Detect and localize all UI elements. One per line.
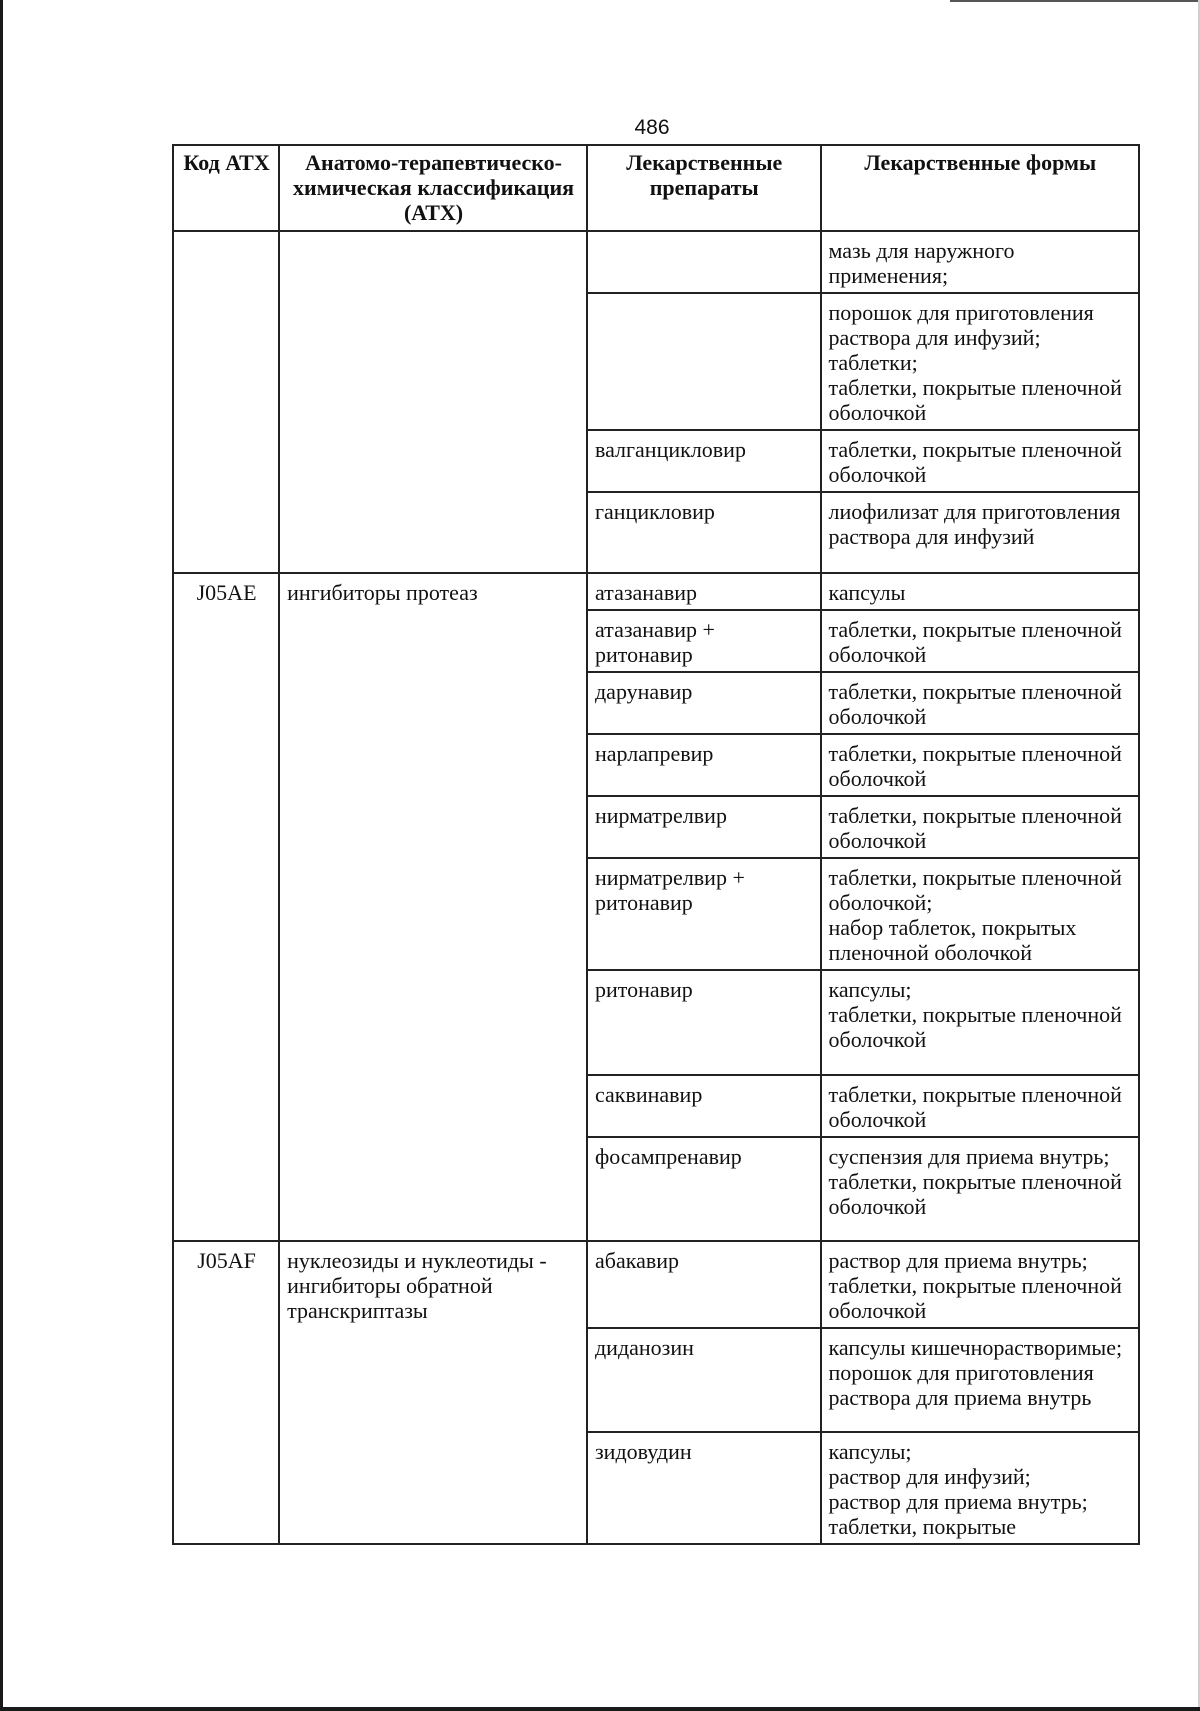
dosage-form: раствор для приема внутрь; (828, 1489, 1088, 1514)
dosage-form: таблетки, покрытые пленочной оболочкой (828, 803, 1122, 853)
dosage-form: таблетки, покрытые пленочной оболочкой (828, 1082, 1122, 1132)
header-forms: Лекарственные формы (821, 145, 1139, 231)
dosage-forms-cell (821, 573, 1139, 610)
drug-name-cell: ритонавир (587, 970, 821, 1075)
table-row (173, 573, 1139, 610)
dosage-forms-cell (821, 672, 1139, 734)
atc-code-cell: J05AF (173, 1241, 279, 1544)
scan-edge-bottom (0, 1707, 1200, 1711)
drug-name-cell: нарлапревир (587, 734, 821, 796)
dosage-forms-cell (821, 610, 1139, 672)
dosage-form: капсулы (828, 580, 906, 605)
dosage-form: таблетки, покрытые пленочной оболочкой (828, 1169, 1122, 1219)
drug-name-cell: валганцикловир (587, 430, 821, 492)
drug-name-cell: абакавир (587, 1241, 821, 1328)
dosage-form: капсулы; (828, 1439, 912, 1464)
dosage-form: порошок для приготовления раствора для приема внутрь (828, 1360, 1094, 1410)
header-drugs: Лекарственные препараты (587, 145, 821, 231)
dosage-form: раствор для приема внутрь; (828, 1248, 1088, 1273)
dosage-form: капсулы кишечнорастворимые; (828, 1335, 1123, 1360)
table-row (173, 231, 1139, 293)
page-number: 486 (634, 116, 670, 139)
header-atc: Анатомо-терапевтическо-химическая классификация (АТХ) (279, 145, 587, 231)
dosage-forms-cell (821, 970, 1139, 1075)
dosage-form: таблетки, покрытые пленочной оболочкой (828, 1273, 1122, 1323)
dosage-form: таблетки, покрытые пленочной оболочкой (828, 1002, 1122, 1052)
dosage-forms-cell (821, 231, 1139, 293)
drug-name-cell: дарунавир (587, 672, 821, 734)
dosage-form: таблетки, покрытые пленочной оболочкой; (828, 865, 1122, 915)
drug-name-cell (587, 231, 821, 293)
scan-edge-left (0, 0, 3, 1711)
atc-group-cell: ингибиторы протеаз (279, 573, 587, 1241)
dosage-form: таблетки, покрытые пленочной оболочкой (828, 437, 1122, 487)
table-body (173, 231, 1139, 1544)
drug-name-cell: атазанавир + ритонавир (587, 610, 821, 672)
drug-name-cell: ганцикловир (587, 492, 821, 573)
dosage-form: раствор для инфузий; (828, 1464, 1031, 1489)
dosage-forms-cell (821, 492, 1139, 573)
dosage-form: таблетки, покрытые пленочной оболочкой (828, 375, 1122, 425)
dosage-forms-cell (821, 1137, 1139, 1241)
atc-group-cell: нуклеозиды и нуклеотиды - ингибиторы обратной транскриптазы (279, 1241, 587, 1544)
dosage-forms-cell (821, 1241, 1139, 1328)
drug-name-cell: нирматрелвир (587, 796, 821, 858)
dosage-form: таблетки, покрытые (828, 1514, 1017, 1539)
atc-code-cell: J05AE (173, 573, 279, 1241)
dosage-forms-cell (821, 734, 1139, 796)
dosage-form: набор таблеток, покрытых пленочной оболочкой (828, 915, 1077, 965)
dosage-forms-cell (821, 796, 1139, 858)
atc-table (172, 144, 1140, 1545)
dosage-form: капсулы; (828, 977, 912, 1002)
dosage-forms-cell (821, 293, 1139, 430)
drug-name-cell: зидовудин (587, 1432, 821, 1544)
dosage-forms-cell (821, 858, 1139, 970)
dosage-forms-cell (821, 1328, 1139, 1432)
header-code: Код АТХ (173, 145, 279, 231)
dosage-form: таблетки, покрытые пленочной оболочкой (828, 741, 1122, 791)
dosage-form: мазь для наружного применения; (828, 238, 1015, 288)
dosage-forms-cell (821, 430, 1139, 492)
dosage-form: таблетки, покрытые пленочной оболочкой (828, 617, 1122, 667)
dosage-forms-cell (821, 1075, 1139, 1137)
dosage-form: порошок для приготовления раствора для инфузий; (828, 300, 1094, 350)
drug-name-cell: нирматрелвир + ритонавир (587, 858, 821, 970)
atc-code-cell (173, 231, 279, 573)
drug-name-cell: диданозин (587, 1328, 821, 1432)
dosage-form: таблетки, покрытые пленочной оболочкой (828, 679, 1122, 729)
dosage-form: таблетки; (828, 350, 918, 375)
atc-group-cell (279, 231, 587, 573)
table-row (173, 1241, 1139, 1328)
drug-name-cell: саквинавир (587, 1075, 821, 1137)
dosage-form: лиофилизат для приготовления раствора для инфузий (828, 499, 1121, 549)
drug-name-cell: фосампренавир (587, 1137, 821, 1241)
table-header-row (173, 145, 1139, 231)
scan-edge-top (950, 0, 1200, 2)
dosage-forms-cell (821, 1432, 1139, 1544)
drug-name-cell (587, 293, 821, 430)
drug-name-cell: атазанавир (587, 573, 821, 610)
dosage-form: суспензия для приема внутрь; (828, 1144, 1110, 1169)
